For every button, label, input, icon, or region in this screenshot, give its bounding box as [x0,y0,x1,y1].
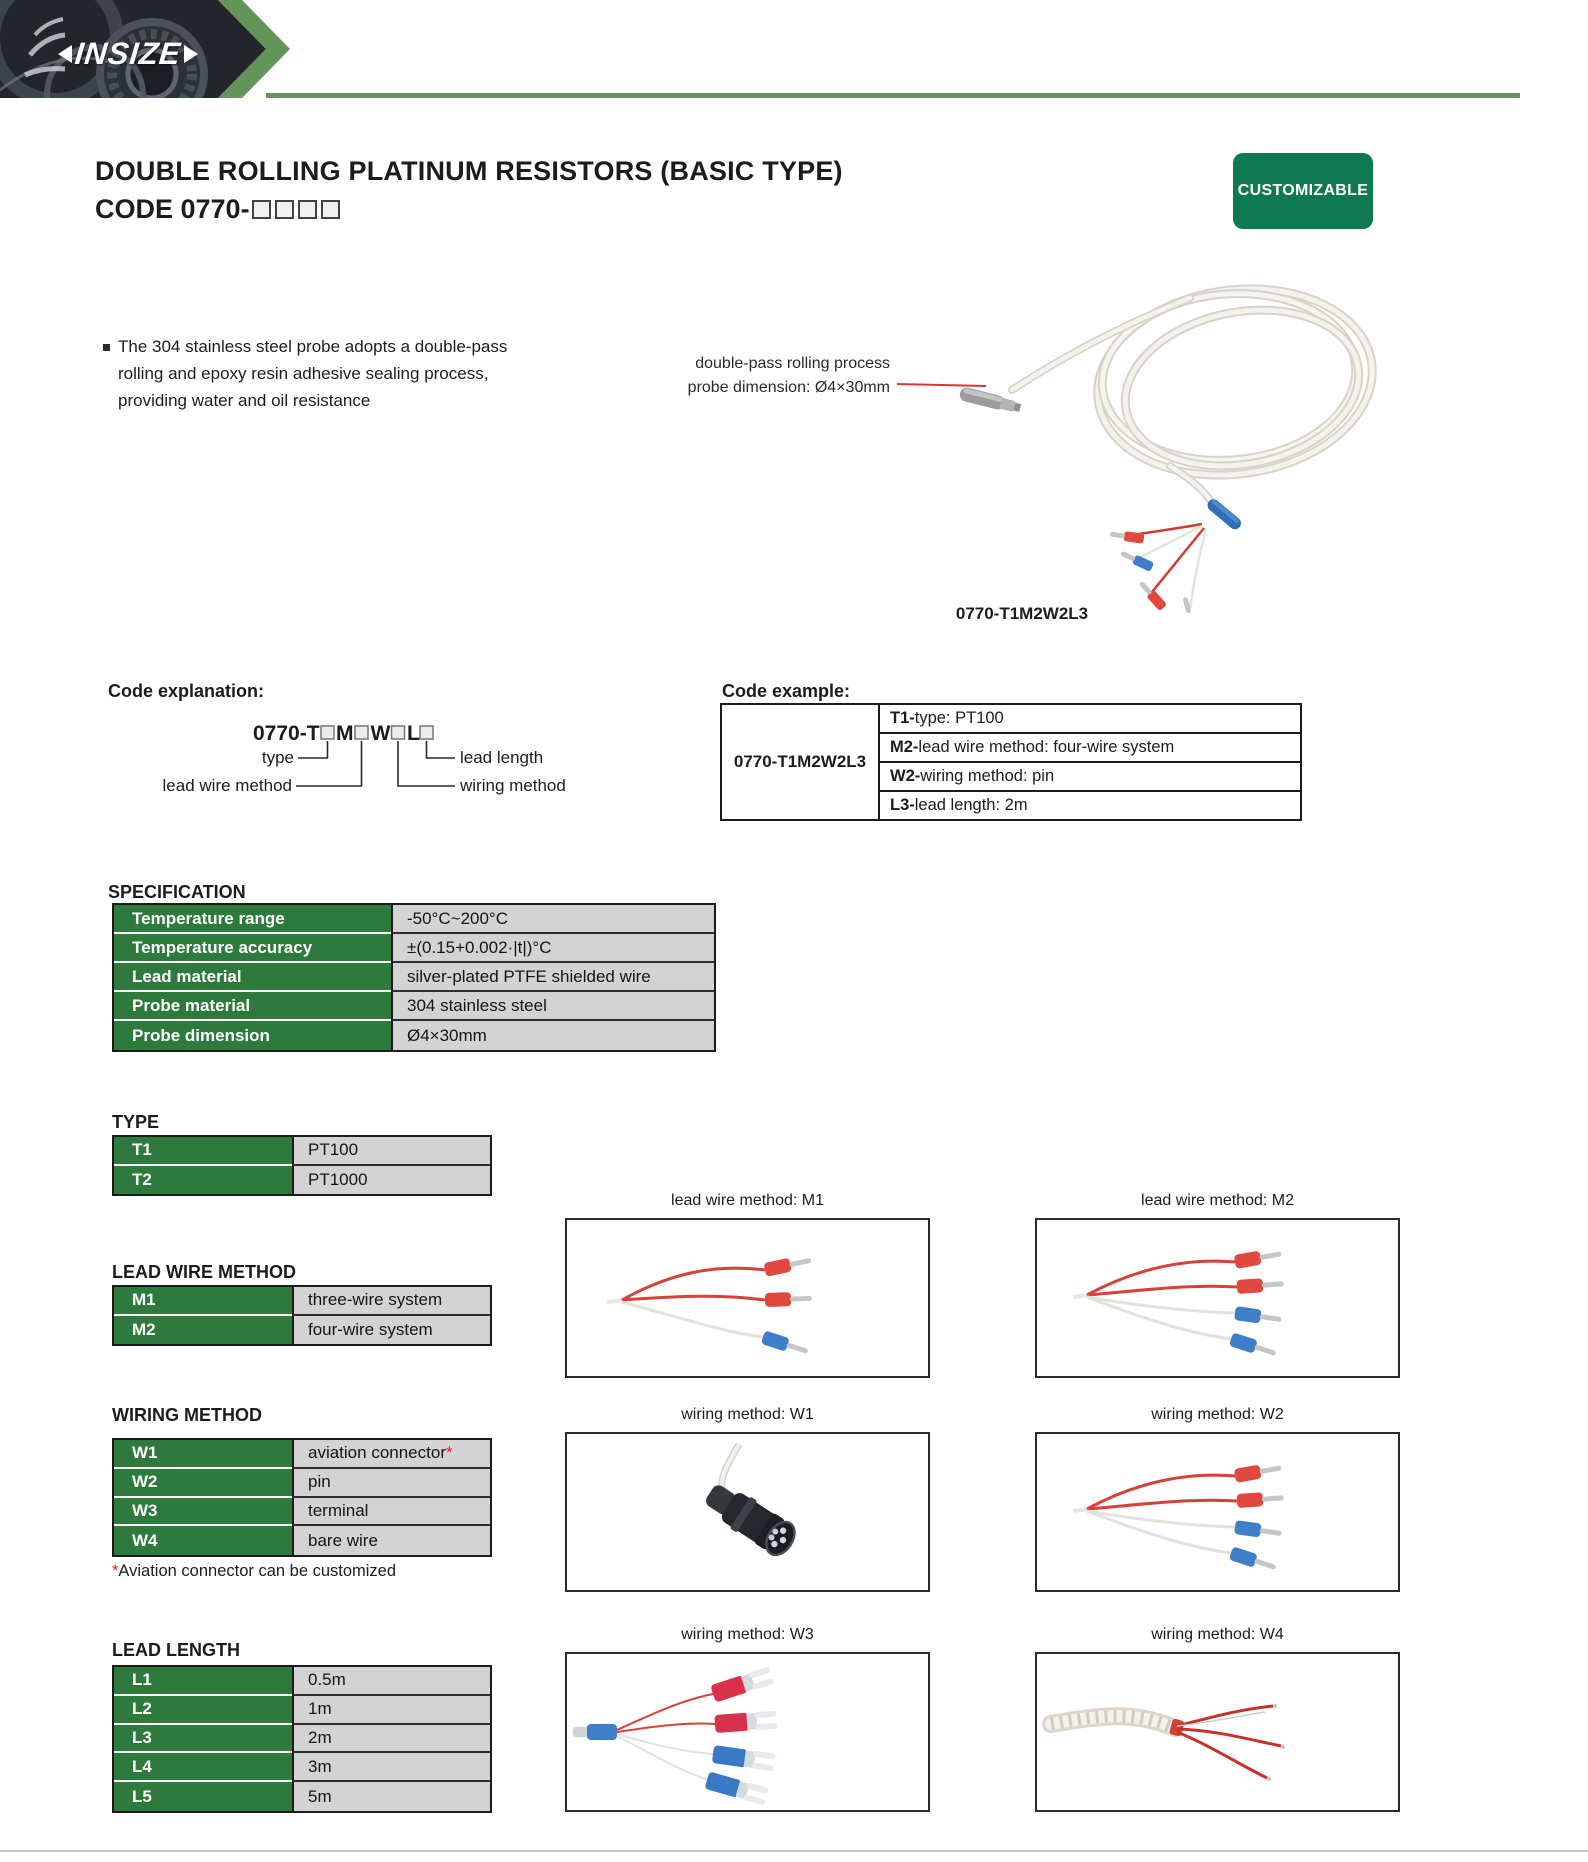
figure-m2 [1035,1218,1400,1378]
wm-key: W1 [114,1440,292,1469]
table-row [880,763,1300,792]
spec-label: Temperature range [114,905,391,934]
wm-key: W3 [114,1498,292,1527]
row-prefix: L3- [890,796,915,814]
row-text: wiring method: pin [920,767,1055,785]
figure-m1-image [567,1220,928,1376]
wm-value: bare wire [292,1526,490,1555]
figure-w3 [565,1652,930,1812]
table-row [114,1316,490,1345]
product-photo [750,240,1430,640]
row-prefix: T1- [890,709,915,727]
table-row [114,1469,490,1498]
row-text: lead wire method: four-wire system [918,738,1175,756]
spec-value: ±(0.15+0.002·|t|)°C [391,934,714,963]
ll-key: L4 [114,1753,292,1782]
code-pattern-seg2: M [336,722,354,745]
wiring-method-table [112,1438,492,1557]
asterisk-mark: * [445,1443,453,1463]
ll-key: L5 [114,1782,292,1811]
type-value: PT100 [292,1137,490,1166]
row-prefix: W2- [890,767,921,785]
ll-value: 3m [292,1753,490,1782]
callout-line2: probe dimension: Ø4×30mm [687,379,890,396]
row-text: type: PT100 [914,709,1004,727]
label-type: type [261,748,294,767]
insize-logo [58,36,198,72]
ll-value: 0.5m [292,1667,490,1696]
figure-w4-caption: wiring method: W4 [1151,1626,1284,1643]
spec-label: Probe dimension [114,1021,391,1050]
ll-key: L3 [114,1725,292,1754]
table-row [114,1021,714,1050]
customizable-badge: CUSTOMIZABLE [1233,153,1373,229]
logo-text: INSIZE [73,36,183,71]
code-box-icon [321,200,340,219]
lead-wire-method-table [112,1285,492,1346]
specification-heading: SPECIFICATION [108,882,246,902]
figure-m1 [565,1218,930,1378]
code-example-heading: Code example: [722,681,851,701]
lead-wire-method-heading: LEAD WIRE METHOD [112,1262,296,1282]
specification-table [112,903,716,1052]
table-row [114,1696,490,1725]
figure-w1-caption: wiring method: W1 [681,1406,814,1423]
lwm-value: four-wire system [292,1316,490,1345]
figure-w4-image [1037,1654,1398,1810]
figure-m1-caption: lead wire method: M1 [671,1192,824,1209]
table-row [114,905,714,934]
logo-left-arrow-icon [58,45,72,63]
figure-w2-caption: wiring method: W2 [1151,1406,1284,1423]
code-example-code: 0770-T1M2W2L3 [722,705,880,819]
spec-label: Temperature accuracy [114,934,391,963]
wm-value: terminal [292,1498,490,1527]
ll-value: 1m [292,1696,490,1725]
wm-value [292,1440,490,1469]
asterisk-mark: * [112,1562,119,1580]
table-row [114,1753,490,1782]
table-row [114,1287,490,1316]
label-wiring-method: wiring method [460,776,566,795]
figure-m2-caption: lead wire method: M2 [1141,1192,1294,1209]
row-text: lead length: 2m [914,796,1028,814]
product-caption: 0770-T1M2W2L3 [955,604,1089,623]
type-key: T2 [114,1166,292,1195]
code-pattern-prefix: 0770-T [253,722,320,745]
type-table [112,1135,492,1196]
figure-w2-image [1037,1434,1398,1590]
bullet-icon [103,344,110,351]
table-row [880,705,1300,734]
wm-key: W4 [114,1526,292,1555]
green-divider-line [266,93,1520,98]
ll-key: L2 [114,1696,292,1725]
table-row [114,1166,490,1195]
figure-w1-image [567,1434,928,1590]
table-row [114,934,714,963]
lwm-key: M1 [114,1287,292,1316]
table-row [114,1725,490,1754]
logo-right-arrow-icon [184,45,198,63]
figure-w2 [1035,1432,1400,1592]
table-row [880,792,1300,819]
ll-key: L1 [114,1667,292,1696]
ll-value: 2m [292,1725,490,1754]
table-row [114,963,714,992]
code-box-icon [298,200,317,219]
spec-value: Ø4×30mm [391,1021,714,1050]
spec-value: silver-plated PTFE shielded wire [391,963,714,992]
page-bottom-divider [0,1850,1588,1852]
footnote-text: Aviation connector can be customized [118,1562,397,1580]
table-row [114,992,714,1021]
table-row [114,1440,490,1469]
code-box-icon [275,200,294,219]
wm-value: pin [292,1469,490,1498]
intro-text: The 304 stainless steel probe adopts a double-pass rolling and epoxy resin adhesive sealing process, providing water and oil resistance [118,337,508,410]
table-row [880,734,1300,763]
label-lead-length: lead length [460,748,544,767]
spec-value: 304 stainless steel [391,992,714,1021]
type-value: PT1000 [292,1166,490,1195]
wm-value-text: aviation connector [308,1443,446,1463]
code-explanation-heading: Code explanation: [108,681,265,701]
figure-w1 [565,1432,930,1592]
wiring-footnote [112,1562,396,1581]
code-explanation-diagram [110,700,610,810]
lead-length-table [112,1665,492,1813]
lwm-key: M2 [114,1316,292,1345]
type-key: T1 [114,1137,292,1166]
page-title-code [95,194,342,225]
table-row [114,1526,490,1555]
cable-sleeve [1205,497,1243,532]
figure-w3-image [567,1654,928,1810]
table-row [114,1137,490,1166]
code-prefix: CODE 0770- [95,194,250,224]
figure-m2-image [1037,1220,1398,1376]
callout-line1: double-pass rolling process [695,355,890,372]
table-row [114,1667,490,1696]
table-row [114,1498,490,1527]
header-banner [0,0,1588,100]
wm-key: W2 [114,1469,292,1498]
figure-w3-caption: wiring method: W3 [681,1626,814,1643]
spec-value: -50°C~200°C [391,905,714,934]
code-pattern-seg3: W [370,722,391,745]
label-lead-wire-method: lead wire method [162,776,292,795]
page-title: DOUBLE ROLLING PLATINUM RESISTORS (BASIC TYPE) [95,156,843,186]
callout-pointer-line [897,384,986,386]
figure-w4 [1035,1652,1400,1812]
lead-length-heading: LEAD LENGTH [112,1640,240,1660]
spec-label: Probe material [114,992,391,1021]
ll-value: 5m [292,1782,490,1811]
code-pattern-seg4: L [407,722,420,745]
spec-label: Lead material [114,963,391,992]
type-heading: TYPE [112,1112,160,1132]
lwm-value: three-wire system [292,1287,490,1316]
row-prefix: M2- [890,738,919,756]
wiring-method-heading: WIRING METHOD [112,1405,262,1425]
code-example-table [720,703,1302,821]
table-row [114,1782,490,1811]
code-box-icon [252,200,271,219]
